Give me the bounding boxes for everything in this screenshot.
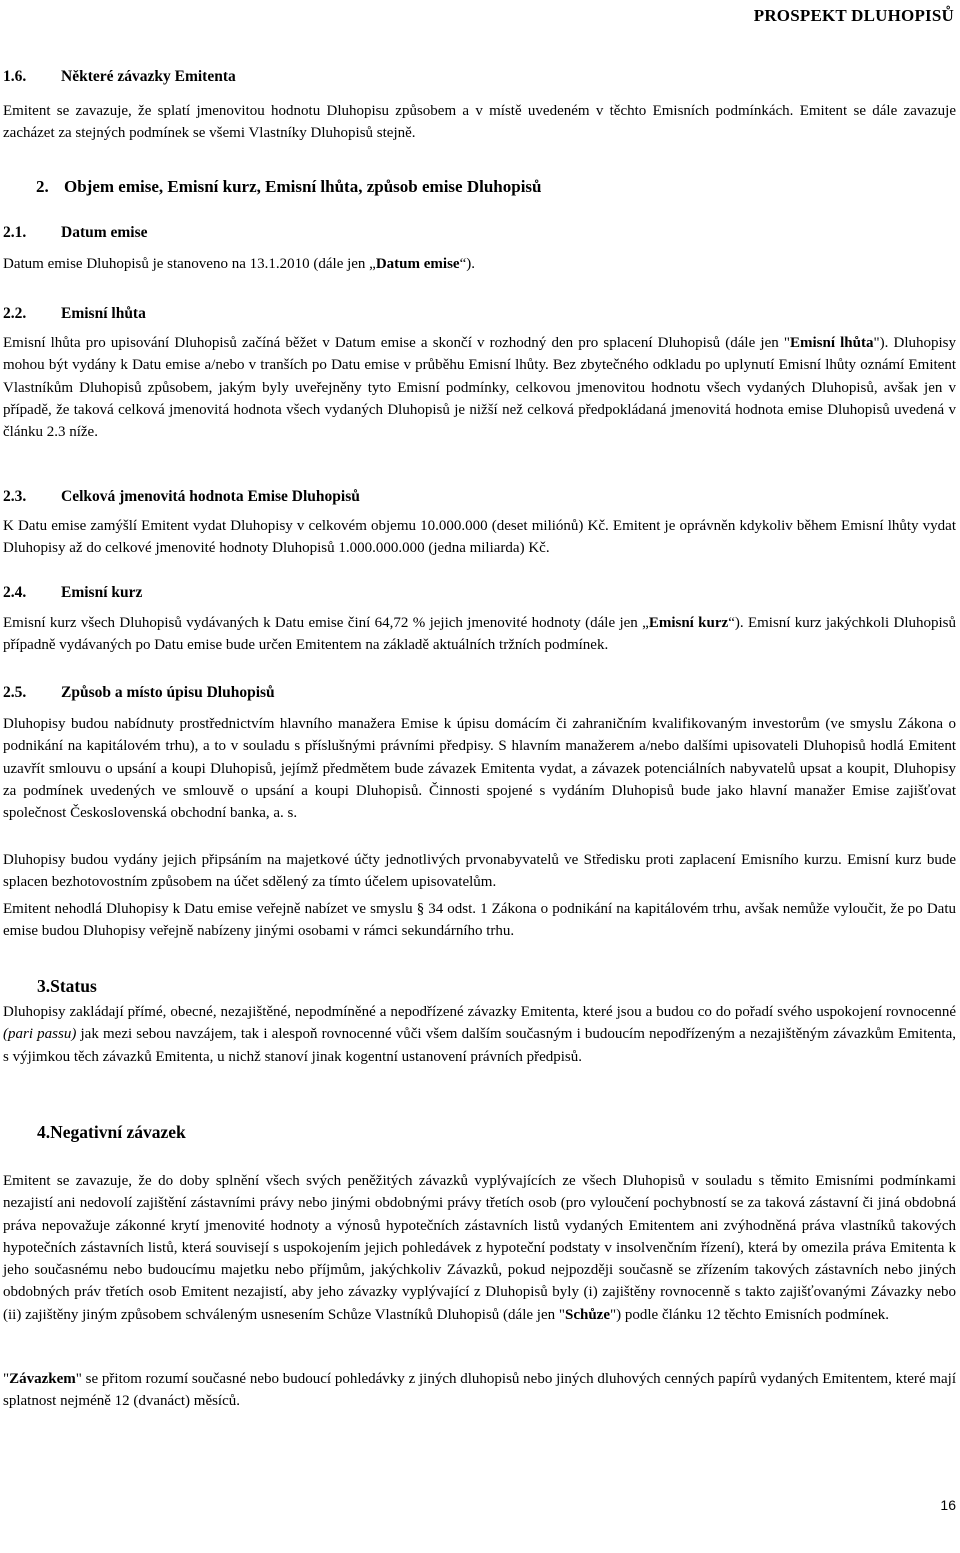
paragraph-2-3 — [3, 515, 956, 560]
text-run: Emisní lhůta pro upisování Dluhopisů začíná běžet v Datum emise a skončí v rozhodný den pro splacení Dluhopisů (dále jen " — [3, 335, 790, 351]
section-heading-3 — [37, 976, 97, 997]
text-run: Datum emise Dluhopisů je stanoveno na 13.1.2010 (dále jen „ — [3, 256, 376, 272]
section-title: Datum emise — [61, 224, 148, 241]
defined-term: Emisní kurz — [648, 615, 729, 631]
text-run: " se přitom rozumí současné nebo budoucí pohledávky z jiných dluhopisů nebo jiných dluhových cenných papírů vydaných Emitentem, které mají splatnost nejméně 12 (dvanáct) měsíců. — [3, 1371, 956, 1410]
paragraph-text: Dluhopisy budou vydány jejich připsáním na majetkové účty jednotlivých prvonabyvatelů ve Středisku proti zaplacení Emisního kurzu. Emisní kurz bude splacen bezhotovostním způsobem na účet sdělený za tímto účelem upisovatelům. — [3, 852, 956, 891]
section-title: Objem emise, Emisní kurz, Emisní lhůta, způsob emise Dluhopisů — [64, 177, 542, 196]
running-header: PROSPEKT DLUHOPISŮ — [753, 6, 954, 25]
paragraph-2-5-b — [3, 849, 956, 894]
section-number: 4. — [37, 1122, 51, 1142]
paragraph-2-5-c — [3, 898, 956, 943]
section-title: Status — [50, 976, 97, 996]
section-heading-2-5 — [3, 684, 275, 702]
section-heading-2-2 — [3, 305, 146, 323]
section-number: 3. — [37, 976, 51, 996]
section-title: Způsob a místo úpisu Dluhopisů — [61, 684, 275, 701]
text-run: Dluhopisy zakládají přímé, obecné, nezajištěné, nepodmíněné a nepodřízené závazky Emitenta, které jsou a budou co do pořadí svého uspokojení rovnocenné — [3, 1004, 956, 1020]
text-run: ") podle článku 12 těchto Emisních podmínek. — [610, 1306, 889, 1323]
section-heading-2 — [36, 177, 542, 197]
defined-term: Datum emise — [375, 256, 460, 272]
defined-term: Emisní lhůta — [789, 335, 874, 351]
section-title: Emisní kurz — [61, 584, 143, 601]
text-run: jak mezi sebou navzájem, tak i alespoň rovnocenné vůči všem dalším současným i budoucím nepodřízeným a nezajištěným závazkům Emitenta, s výjimkou těch závazků Emitenta, u nichž stanoví jinak kogentní ustanovení právních předpisů. — [3, 1026, 956, 1065]
section-title: Některé závazky Emitenta — [61, 68, 236, 85]
paragraph-text — [3, 332, 956, 443]
text-run: Emitent se zavazuje, že do doby splnění všech svých peněžitých závazků vyplývajících ze všech Dluhopisů v souladu s těmito Emisními podmínkami nezajistí ani nedovolí zajištění zástavními právy nebo jinými obdobnými právy třetích osob (pro vyloučení pochybností se za taková zástavní či jiná obdobná práva nepovažuje zákonné krytí jmenovité hodnoty a výnosů hypotečních zástavních listů vydaných Emitentem ani zvýhodněná práva vlastníků takových hypotečních zástavních listů, která souvisejí s uspokojením jejich pohledávek z hypoteční podstaty v insolvenčním řízení), která by omezila práva Emitenta k jeho současnému nebo budoucímu majetku nebo příjmům, jakýchkoliv Závazků, pokud nejpozději současně se zřízením takových zástavních nebo jiných obdobných práv třetích osob Emitent nezajistí, aby jeho závazky vyplývající z Dluhopisů byly (i) zajištěny rovnocenně s takto zajišťovanými Závazky nebo (ii) zajištěny jiným způsobem schváleným usnesením Schůze Vlastníků Dluhopisů (dále jen " — [3, 1173, 956, 1323]
section-number: 2.1. — [3, 224, 27, 241]
text-run: " — [3, 1371, 10, 1387]
paragraph-2-5-a — [3, 713, 956, 824]
paragraph-4-a — [3, 1170, 956, 1326]
section-heading-2-1 — [3, 224, 148, 242]
paragraph-text — [3, 1170, 956, 1326]
section-title: Emisní lhůta — [61, 305, 146, 322]
paragraph-2-2 — [3, 332, 956, 443]
page-number: 16 — [940, 1497, 956, 1513]
section-heading-4 — [37, 1122, 186, 1143]
text-run: “). — [459, 256, 475, 272]
section-number: 2.4. — [3, 584, 27, 601]
section-heading-2-4 — [3, 584, 142, 602]
paragraph-text: Emitent nehodlá Dluhopisy k Datu emise veřejně nabízet ve smyslu § 34 odst. 1 Zákona o podnikání na kapitálovém trhu, avšak nemůže vyloučit, že po Datu emise budou Dluhopisy veřejně nabízeny jinými osobami v rámci sekundárního trhu. — [3, 901, 956, 940]
text-run: Emisní kurz všech Dluhopisů vydávaných k Datu emise činí 64,72 % jejich jmenovité hodnoty (dále jen „ — [3, 615, 649, 631]
defined-term: Závazkem — [9, 1371, 76, 1387]
paragraph-text — [3, 1001, 956, 1068]
paragraph-text — [3, 1368, 956, 1413]
defined-term: Schůze — [565, 1306, 610, 1323]
italic-term: (pari passu) — [3, 1026, 77, 1043]
section-heading-2-3 — [3, 488, 360, 506]
section-number: 2.3. — [3, 488, 27, 505]
paragraph-text — [3, 253, 956, 275]
paragraph-1-6 — [3, 100, 956, 145]
paragraph-text: K Datu emise zamýšlí Emitent vydat Dluhopisy v celkovém objemu 10.000.000 (deset miliónů) Kč. Emitent je oprávněn kdykoliv během Emisní lhůty vydat Dluhopisy až do celkové jmenovité hodnoty Dluhopisů 1.000.000.000 (jedna miliarda) Kč. — [3, 518, 956, 557]
section-heading-1-6 — [3, 68, 236, 86]
section-number: 1.6. — [3, 68, 27, 85]
section-title: Negativní závazek — [50, 1122, 186, 1142]
paragraph-text: Emitent se zavazuje, že splatí jmenovitou hodnotu Dluhopisu způsobem a v místě uvedeném v těchto Emisních podmínkách. Emitent se dále zavazuje zacházet za stejných podmínek se všemi Vlastníky Dluhopisů stejně. — [3, 103, 956, 142]
paragraph-text — [3, 612, 956, 657]
text-run: “). Emisní kurz jakýchkoli Dluhopisů případně vydávaných po Datu emise bude určen Emitentem na základě aktuálních tržních podmínek. — [3, 615, 956, 654]
paragraph-2-4 — [3, 612, 956, 657]
paragraph-3 — [3, 1001, 956, 1068]
section-number: 2.5. — [3, 684, 27, 701]
paragraph-2-1 — [3, 253, 956, 275]
section-number: 2.2. — [3, 305, 27, 322]
section-title: Celková jmenovitá hodnota Emise Dluhopisů — [61, 488, 360, 505]
text-run: "). Dluhopisy mohou být vydány k Datu emise a/nebo v tranších po Datu emise v průběhu Emisní lhůty. Bez zbytečného odkladu po uplynutí Emisní lhůty oznámí Emitent Vlastníkům Dluhopisů způsobem, jakým byly uveřejněny tyto Emisní podmínky, celkovou jmenovitou hodnotu všech vydaných Dluhopisů, avšak jen v případě, že taková celková jmenovitá hodnota všech vydaných Dluhopisů je nižší než celková předpokládaná jmenovitá hodnota emise Dluhopisů uvedená v článku 2.3 níže. — [3, 335, 956, 441]
section-number: 2. — [36, 177, 49, 196]
paragraph-text: Dluhopisy budou nabídnuty prostřednictvím hlavního manažera Emise k úpisu domácím či zahraničním kvalifikovaným investorům (ve smyslu Zákona o podnikání na kapitálovém trhu), a to v souladu s příslušnými právními předpisy. S hlavním manažerem a/nebo dalšími upisovateli Dluhopisů hodlá Emitent uzavřít smlouvu o upsání a koupi Dluhopisů, jejímž předmětem bude závazek Emitenta vydat, a závazek potenciálních nabyvatelů upsat a koupit, Dluhopisy za podmínek uvedených ve smlouvě o upsání a koupi Dluhopisů. Činnosti spojené s vydáním Dluhopisů bude jako hlavní manažer Emise zajišťovat společnost Československá obchodní banka, a. s. — [3, 716, 956, 822]
paragraph-4-b — [3, 1368, 956, 1413]
